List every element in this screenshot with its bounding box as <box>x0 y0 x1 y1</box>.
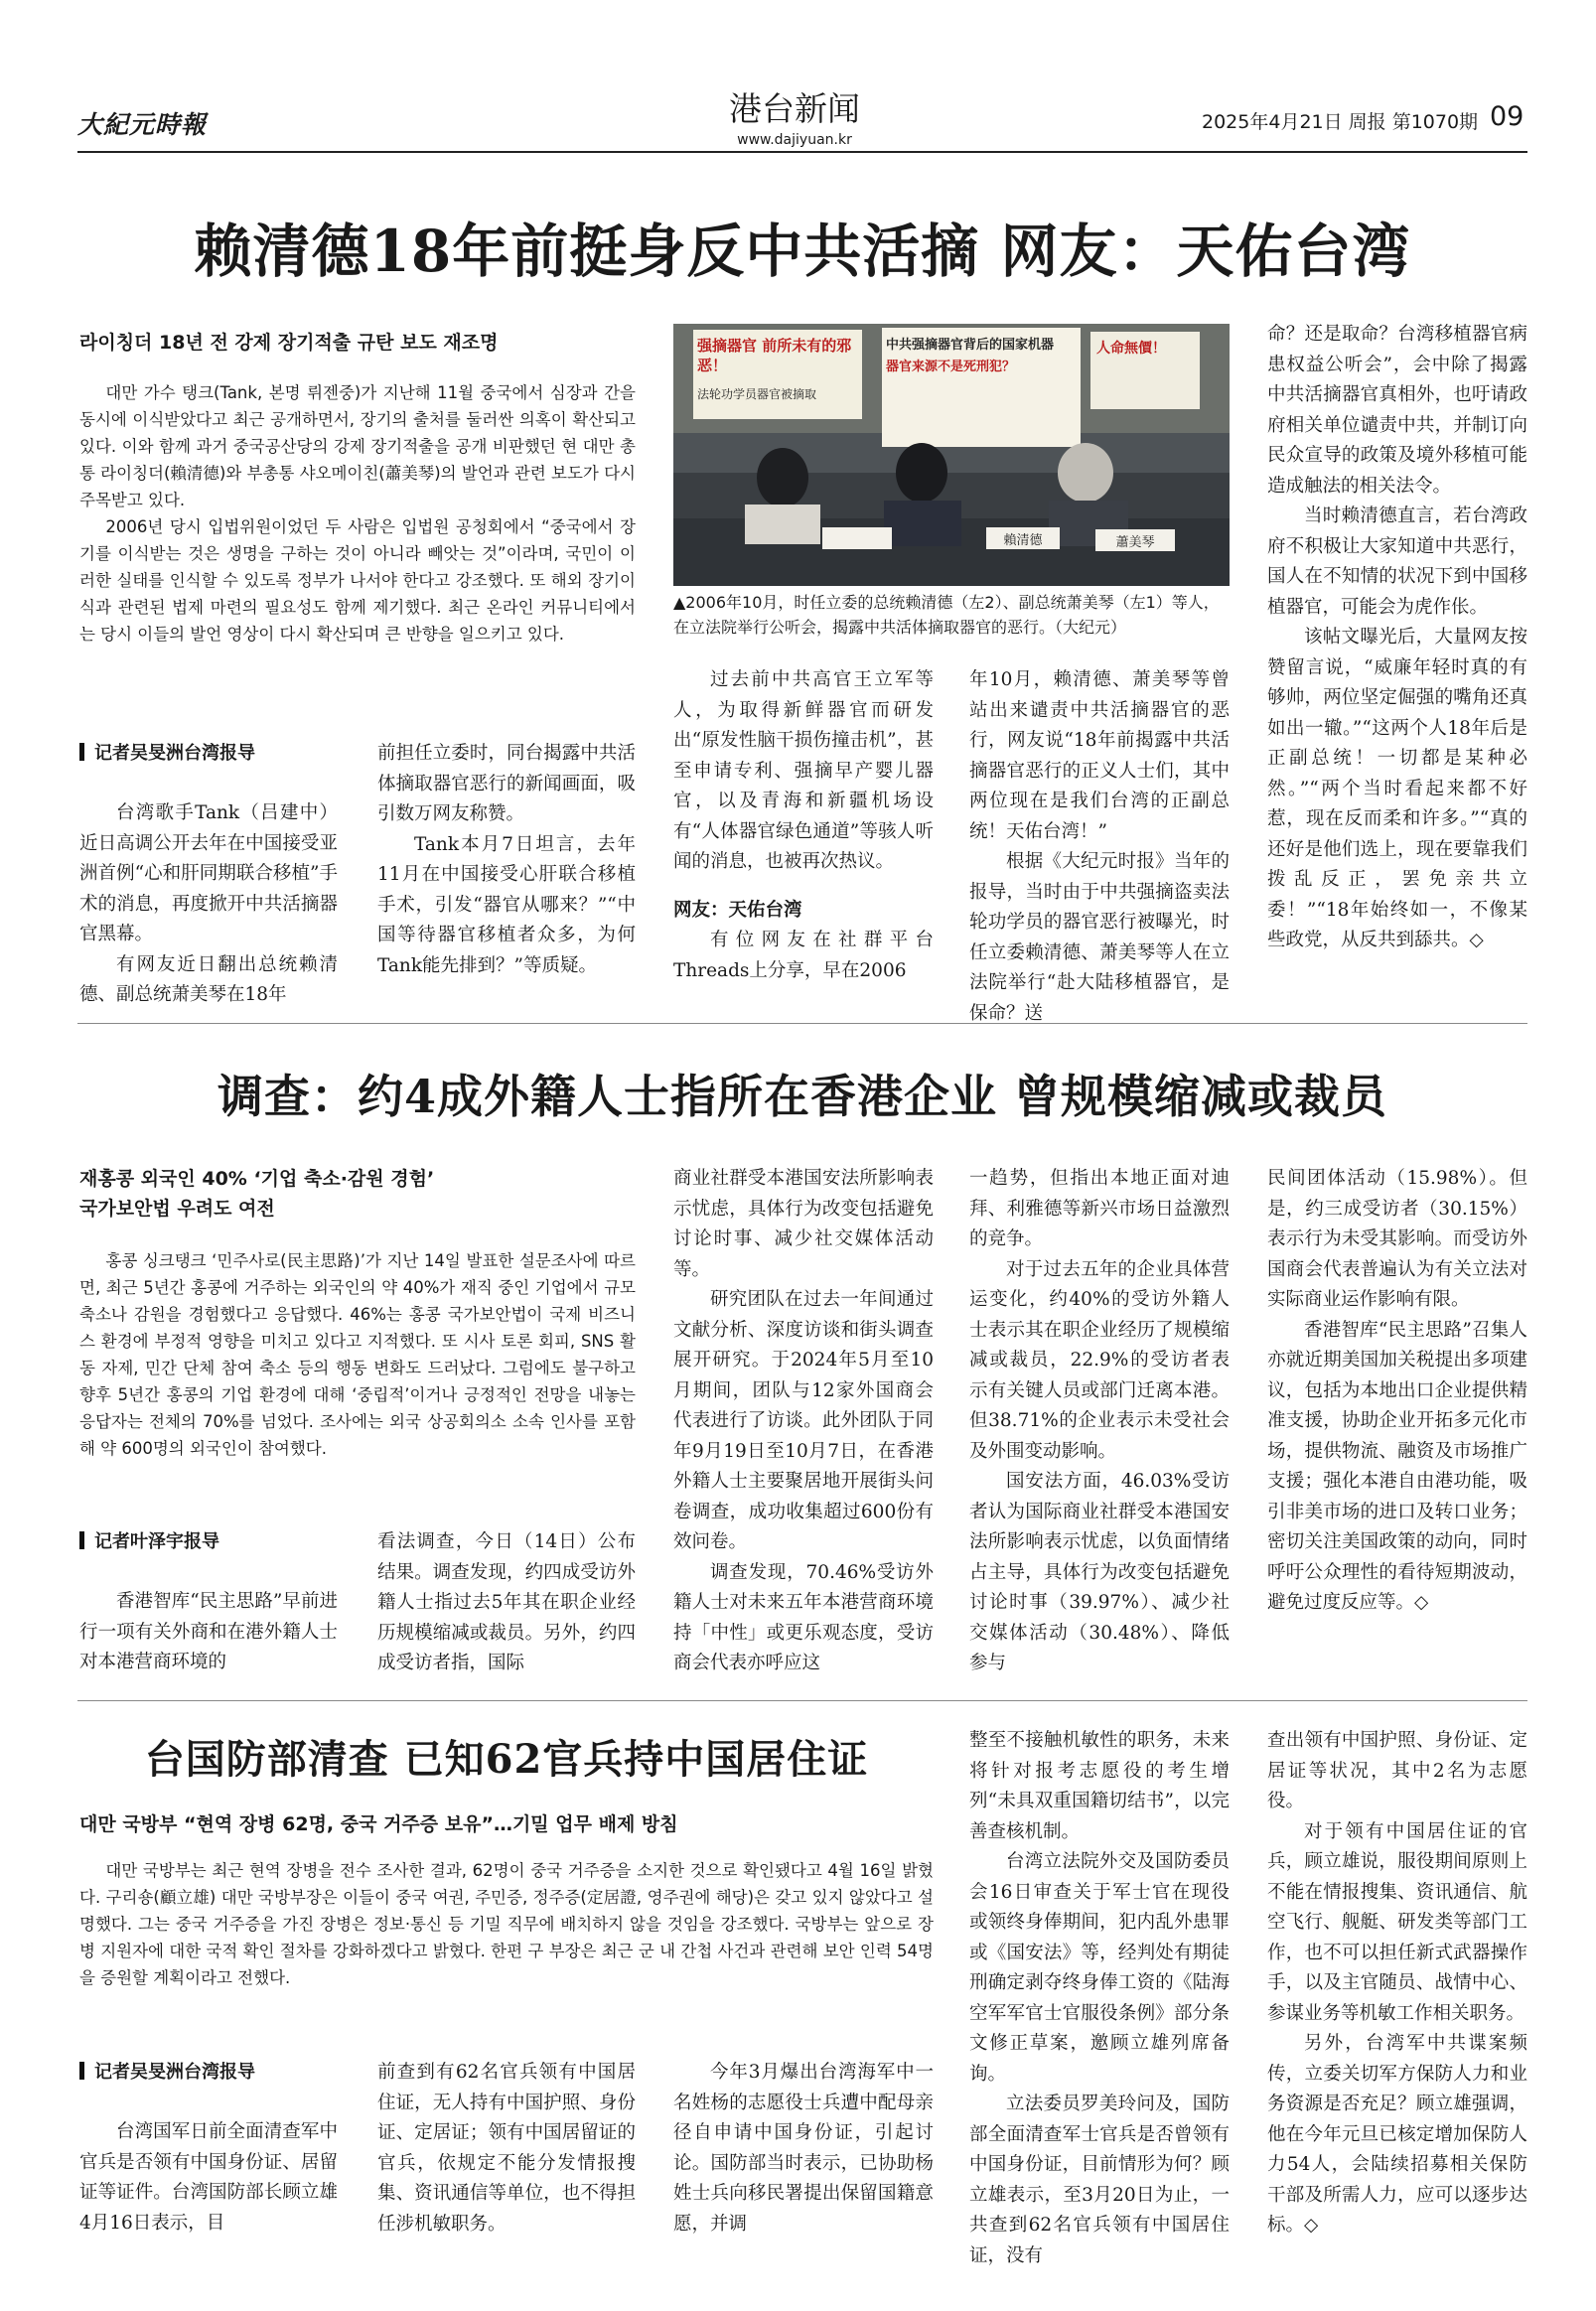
article1-photo <box>673 324 1230 586</box>
article-paragraph: 国安法方面，46.03%受访者认为国际商业社群受本港国安法所影响表示忧虑，以负面情绪占主导，具体行为改变包括避免讨论时事（39.97%）、减少社交媒体活动（30.48%）、降低参与 <box>969 1471 1230 1673</box>
article1-korean-subtitle: 라이칭더 18년 전 강제 장기적출 규탄 보도 재조명 <box>79 332 499 354</box>
article-paragraph: 民间团体活动（15.98%）。但是，约三成受访者（30.15%）表示行为未受其影响。而受访外国商会代表普遍认为有关立法对实际商业运作影响有限。 <box>1267 1168 1527 1310</box>
article-paragraph: 前担任立委时，同台揭露中共活体摘取器官恶行的新闻画面，吸引数万网友称赞。 <box>377 743 636 824</box>
photo-banner-text: 强摘器官 前所未有的邪恶！ <box>697 337 852 374</box>
article2-column-1 <box>79 1527 338 1678</box>
article-paragraph: 有网友近日翻出总统赖清德、副总统萧美琴在18年 <box>79 953 338 1005</box>
article2-korean-paragraph: 홍콩 싱크탱크 ‘민주사로(民主思路)’가 지난 14일 발표한 설문조사에 따르면, 최근 5년간 홍콩에 거주하는 외국인의 약 40%가 재직 중인 기업에서 규모 축소나 감원을 경험했다고 응답했다. 46%는 홍콩 국가보안법이 국제 비즈니스 환경에 부정적 영향을 미치고 있다고 지적했다. 또 시사 토론 회피, SNS 활동 자제, 민간 단체 참여 축소 등의 행동 변화도 드러났다. 그럼에도 불구하고 향후 5년간 홍콩의 기업 환경에 대해 ‘중립적’이거나 긍정적인 전망을 내놓는 응답자는 전체의 70%를 넘었다. 조사에는 외국 상공회의소 소속 인사를 포함해 약 600명의 외국인이 참여했다. <box>79 1251 636 1458</box>
article3-column-3 <box>673 2058 934 2239</box>
article3-column-5 <box>1267 1726 1527 2241</box>
article1-byline: 记者吴旻洲台湾报导 <box>79 739 338 769</box>
photo-left-board-text: 法轮功学员器官被摘取 <box>697 387 817 401</box>
article1-korean-paragraph: 대만 가수 탱크(Tank, 본명 뤼젠중)가 지난해 11월 중국에서 심장과 간을 동시에 이식받았다고 최근 공개하면서, 장기의 출처를 둘러싼 의혹이 확산되고 있다. 이와 함께 과거 중국공산당의 강제 장기적출을 공개 비판했던 현 대만 총통 라이칭더(賴清德)와 부총통 샤오메이친(蕭美琴)의 발언과 관련 보도가 다시 주목받고 있다. <box>79 383 636 509</box>
article1-korean-summary <box>79 379 636 648</box>
article2-korean-subtitle-1: 재홍콩 외국인 40% ‘기업 축소·감원 경험’ <box>79 1168 435 1190</box>
article1-column-5 <box>1267 320 1527 956</box>
article-paragraph: 根据《大纪元时报》当年的报导，当时由于中共强摘盗卖法轮功学员的器官恶行被曝光，时任立委赖清德、萧美琴等人在立法院举行“赴大陆移植器官，是保命？送 <box>969 851 1230 1024</box>
header-rule <box>77 151 1527 153</box>
article-paragraph: 有位网友在社群平台Threads上分享，早在2006 <box>673 930 934 981</box>
article-paragraph: 研究团队在过去一年间通过文献分析、深度访谈和街头调查展开研究。于2024年5月至10月期间，团队与12家外国商会代表进行了访谈。此外团队于同年9月19日至10月7日，在香港外籍人士主要聚居地开展街头问卷调查，成功收集超过600份有效问卷。 <box>673 1289 934 1552</box>
article-paragraph: 对于领有中国居住证的官兵，顾立雄说，服役期间原则上不能在情报搜集、资讯通信、航空飞行、舰艇、研发类等部门工作，也不可以担任新式武器操作手，以及主官随员、战情中心、参谋业务等机敏工作相关职务。 <box>1267 1820 1527 2024</box>
article3-column-4 <box>969 1726 1230 2271</box>
article1-korean-paragraph: 2006년 당시 입법위원이었던 두 사람은 입법원 공청회에서 “중국에서 장기를 이식받는 것은 생명을 구하는 것이 아니라 빼앗는 것”이라며, 국민이 이러한 실태를 인식할 수 있도록 정부가 나서야 한다고 강조했다. 또 해외 장기이식과 관련된 법제 마련의 필요성도 함께 제기했다. 최근 온라인 커뮤니티에서는 당시 이들의 발언 영상이 다시 확산되며 큰 반향을 일으키고 있다. <box>79 517 636 644</box>
article3-korean-subtitle: 대만 국방부 “현역 장병 62명, 중국 거주증 보유”…기밀 업무 배제 방침 <box>79 1813 678 1835</box>
photo-board-subtitle: 器官来源不是死刑犯？ <box>886 360 1016 374</box>
article-paragraph: 对于过去五年的企业具体营运变化，约40%的受访外籍人士表示其在职企业经历了规模缩减或裁员，22.9%的受访者表示有关键人员或部门迁离本港。但38.71%的企业表示未受社会及外围变动影响。 <box>969 1258 1230 1462</box>
article-paragraph: 前查到有62名官兵领有中国居住证，无人持有中国护照、身份证、定居证；领有中国居留证的官兵，依规定不能分发情报搜集、资讯通信等单位，也不得担任涉机敏职务。 <box>377 2062 636 2235</box>
article-paragraph: 该帖文曝光后，大量网友按赞留言说，“威廉年轻时真的有够帅，两位坚定倔强的嘴角还真如出一辙。”“这两个人18年后是正副总统！一切都是某种必然。”“两个当时看起来都不好惹，现在反而柔和许多。”“真的还好是他们选上，现在要靠我们拨乱反正，罢免亲共立委！”“18年始终如一，不像某些政党，从反共到舔共。◇ <box>1267 627 1527 950</box>
section-title: 港台新闻 <box>729 89 860 128</box>
article2-column-5 <box>1267 1164 1527 1619</box>
photo-nameplate-right: 蕭美琴 <box>1115 535 1155 550</box>
article-paragraph: 过去前中共高官王立军等人，为取得新鲜器官而研发出“原发性脑干损伤撞击机”，甚至申请专利、强摘早产婴儿器官，以及青海和新疆机场设有“人体器官绿色通道”等骇人听闻的消息，也被再次热议。 <box>673 669 934 872</box>
article2-column-2 <box>377 1527 636 1679</box>
article-paragraph: 香港智库“民主思路”早前进行一项有关外商和在港外籍人士对本港营商环境的 <box>79 1591 338 1672</box>
article2-byline: 记者叶泽宇报导 <box>79 1527 338 1557</box>
article-paragraph: 商业社群受本港国安法所影响表示忧虑，具体行为改变包括避免讨论时事、减少社交媒体活动等。 <box>673 1168 934 1280</box>
article1-column-4 <box>969 665 1230 1029</box>
article3-korean-paragraph: 대만 국방부는 최근 현역 장병을 전수 조사한 결과, 62명이 중국 거주증을 소지한 것으로 확인됐다고 4월 16일 밝혔다. 구리숑(顧立雄) 대만 국방부장은 이들이 중국 여권, 주민증, 정주증(定居證, 영주권에 해당)은 갖고 있지 않았다고 설명했다. 그는 중국 거주증을 가진 장병은 정보·통신 등 기밀 직무에 배치하지 않을 것임을 강조했다. 국방부는 앞으로 장병 지원자에 대한 국적 확인 절차를 강화하겠다고 밝혔다. 한편 구 부장은 최근 군 내 간첩 사건과 관련해 보안 인력 54명을 증원할 계획이라고 전했다. <box>79 1861 934 1987</box>
article-divider <box>77 1023 1527 1024</box>
article2-korean-summary <box>79 1247 636 1462</box>
page-number: 09 <box>1490 101 1524 132</box>
article-paragraph: 调查发现，70.46%受访外籍人士对未来五年本港营商环境持「中性」或更乐观态度，受访商会代表亦呼应这 <box>673 1561 934 1673</box>
article-paragraph: 香港智库“民主思路”召集人亦就近期美国加关税提出多项建议，包括为本地出口企业提供精准支援，协助企业开拓多元化市场，提供物流、融资及市场推广支援；强化本港自由港功能，吸引非美市场的进口及转口业务；密切关注美国政策的动向，同时呼吁公众理性的看待短期波动，避免过度反应等。◇ <box>1267 1319 1527 1613</box>
article-paragraph: 查出领有中国护照、身份证、定居证等状况，其中2名为志愿役。 <box>1267 1730 1527 1811</box>
article-paragraph: 命？还是取命？台湾移植器官病患权益公听会”，会中除了揭露中共活摘器官真相外，也吁请政府相关单位谴责中共，并制订向民众宣导的政策及境外移植可能造成触法的相关法令。 <box>1267 324 1527 497</box>
article1-column-2 <box>377 739 636 981</box>
article-paragraph: 看法调查，今日（14日）公布结果。调查发现，约四成受访外籍人士指过去5年其在职企业经历规模缩减或裁员。另外，约四成受访者指，国际 <box>377 1531 636 1673</box>
article2-headline: 调查：约4成外籍人士指所在香港企业 曾规模缩减或裁员 <box>217 1070 1388 1123</box>
article-paragraph: 台湾歌手Tank（吕建中）近日高调公开去年在中国接受亚洲首例“心和肝同期联合移植”手术的消息，再度掀开中共活摘器官黑幕。 <box>79 802 338 944</box>
article-paragraph: 整至不接触机敏性的职务，未来将针对报考志愿役的考生增列“未具双重国籍切结书”，以完善查核机制。 <box>969 1730 1230 1842</box>
article3-korean-summary <box>79 1857 934 1991</box>
article1-subheading: 网友：天佑台湾 <box>673 899 802 921</box>
article-paragraph: 立法委员罗美玲问及，国防部全面清查军士官兵是否曾领有中国身份证，目前情形为何？顾立雄表示，至3月20日为止，一共查到62名官兵领有中国居住证，没有 <box>969 2094 1230 2266</box>
article-divider <box>77 1700 1527 1701</box>
article-paragraph: Tank本月7日坦言，去年11月在中国接受心肝联合移植手术，引发“器官从哪来？”“中国等待器官移植者众多，为何Tank能先排到？”等质疑。 <box>377 833 636 976</box>
article-paragraph: 台湾立法院外交及国防委员会16日审查关于军士官在现役或领终身俸期间，犯内乱外患罪或《国安法》等，经判处有期徒刑确定剥夺终身俸工资的《陆海空军军官士官服役条例》部分条文修正草案，邀顾立雄列席备询。 <box>969 1851 1230 2085</box>
article3-headline: 台国防部清查 已知62官兵持中国居住证 <box>144 1736 869 1783</box>
photo-right-board-text: 人命無價！ <box>1096 341 1166 357</box>
article1-photo-caption: ▲2006年10月，时任立委的总统赖清德（左2）、副总统萧美琴（左1）等人，在立法院举行公听会，揭露中共活体摘取器官的恶行。（大纪元） <box>673 593 1220 637</box>
photo-nameplate-center: 賴清德 <box>1003 533 1043 548</box>
article1-column-3 <box>673 665 934 986</box>
article2-korean-subtitle-2: 국가보안법 우려도 여전 <box>79 1198 275 1220</box>
newspaper-logo: 大紀元時報 <box>77 110 208 139</box>
article1-headline: 赖清德18年前挺身反中共活摘 网友：天佑台湾 <box>194 217 1411 285</box>
photo-board-title: 中共强摘器官背后的国家机器 <box>886 338 1055 353</box>
article-paragraph: 一趋势，但指出本地正面对迪拜、利雅德等新兴市场日益激烈的竞争。 <box>969 1168 1230 1249</box>
article3-byline: 记者吴旻洲台湾报导 <box>79 2058 338 2088</box>
article1-column-1 <box>79 739 338 1011</box>
article-paragraph: 台湾国军日前全面清查军中官兵是否领有中国身份证、居留证等证件。台湾国防部长顾立雄4月16日表示，目 <box>79 2121 338 2234</box>
article3-column-2 <box>377 2058 636 2239</box>
article-paragraph: 年10月，赖清德、萧美琴等曾站出来谴责中共活摘器官的恶行，网友说“18年前揭露中共活摘器官恶行的正义人士们，其中两位现在是我们台湾的正副总统！天佑台湾！” <box>969 669 1230 842</box>
issue-date: 2025年4月21日 周报 第1070期 <box>1202 111 1479 133</box>
article3-column-1 <box>79 2058 338 2239</box>
article-paragraph: 当时赖清德直言，若台湾政府不积极让大家知道中共恶行，国人在不知情的状况下到中国移植器官，可能会为虎作伥。 <box>1267 506 1527 618</box>
article-paragraph: 另外，台湾军中共谍案频传，立委关切军方保防人力和业务资源是否充足？顾立雄强调，他在今年元旦已核定增加保防人力54人，会陆续招募相关保防干部及所需人力，应可以逐步达标。◇ <box>1267 2033 1527 2236</box>
article2-column-4 <box>969 1164 1230 1679</box>
site-url[interactable]: www.dajiyuan.kr <box>737 132 852 148</box>
article2-column-3 <box>673 1164 934 1679</box>
article-paragraph: 今年3月爆出台湾海军中一名姓杨的志愿役士兵遭中配母亲径自申请中国身份证，引起讨论。国防部当时表示，已协助杨姓士兵向移民署提出保留国籍意愿，并调 <box>673 2062 934 2235</box>
